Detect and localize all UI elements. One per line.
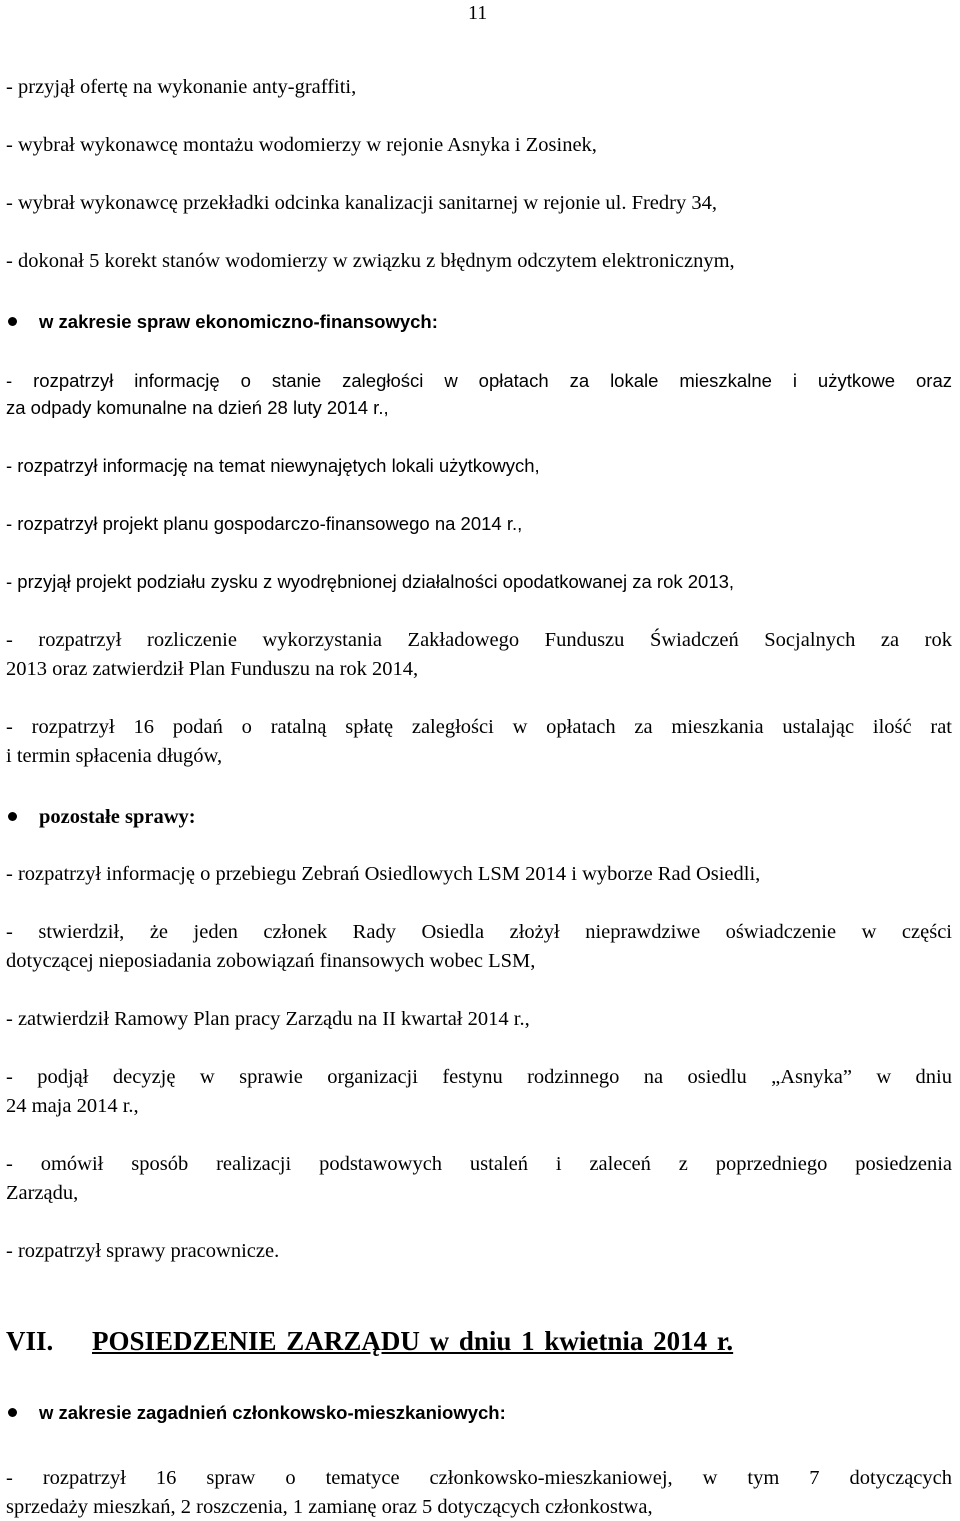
section-heading-other xyxy=(8,806,196,829)
bullet-icon xyxy=(8,317,17,326)
list-item: - dokonał 5 korekt stanów wodomierzy w związku z błędnym odczytem elektronicznym, xyxy=(6,250,735,272)
list-item: - wybrał wykonawcę montażu wodomierzy w rejonie Asnyka i Zosinek, xyxy=(6,134,597,156)
list-item-continuation: za odpady komunalne na dzień 28 luty 2014 r., xyxy=(6,397,389,418)
section-heading-members xyxy=(8,1402,506,1424)
bullet-icon xyxy=(8,812,17,821)
section-title: w zakresie spraw ekonomiczno-finansowych: xyxy=(39,311,438,332)
list-item: - rozpatrzył informację o stanie zaległości w opłatach za lokale mieszkalne i użytkowe oraz xyxy=(6,370,952,391)
heading-number: VII. xyxy=(6,1326,54,1356)
meeting-heading xyxy=(6,1326,733,1357)
list-item-continuation: dotyczącej nieposiadania zobowiązań finansowych wobec LSM, xyxy=(6,950,536,972)
list-item: - rozpatrzył informację na temat niewynajętych lokali użytkowych, xyxy=(6,455,540,476)
list-item-continuation: i termin spłacenia długów, xyxy=(6,745,223,767)
list-item-continuation: sprzedaży mieszkań, 2 roszczenia, 1 zamianę oraz 5 dotyczących członkostwa, xyxy=(6,1496,653,1518)
list-item-continuation: Zarządu, xyxy=(6,1182,79,1204)
list-item: - rozpatrzył projekt planu gospodarczo-finansowego na 2014 r., xyxy=(6,513,523,534)
list-item-continuation: 2013 oraz zatwierdził Plan Funduszu na rok 2014, xyxy=(6,658,419,680)
list-item: - omówił sposób realizacji podstawowych ustaleń i zaleceń z poprzedniego posiedzenia xyxy=(6,1153,952,1175)
heading-title: POSIEDZENIE ZARZĄDU w dniu 1 kwietnia 2014 r. xyxy=(92,1326,734,1356)
list-item: - zatwierdził Ramowy Plan pracy Zarządu na II kwartał 2014 r., xyxy=(6,1008,530,1030)
list-item: - przyjął ofertę na wykonanie anty-graffiti, xyxy=(6,76,357,98)
list-item: - podjął decyzję w sprawie organizacji festynu rodzinnego na osiedlu „Asnyka” w dniu xyxy=(6,1066,952,1088)
list-item: - rozpatrzył 16 podań o ratalną spłatę zaległości w opłatach za mieszkania ustalając ilość rat xyxy=(6,716,952,738)
list-item: - rozpatrzył sprawy pracownicze. xyxy=(6,1240,280,1262)
list-item: - stwierdził, że jeden członek Rady Osiedla złożył nieprawdziwe oświadczenie w części xyxy=(6,921,952,943)
section-title: w zakresie zagadnień członkowsko-mieszkaniowych: xyxy=(39,1402,506,1423)
page-number: 11 xyxy=(468,2,488,24)
list-item: - rozpatrzył rozliczenie wykorzystania Zakładowego Funduszu Świadczeń Socjalnych za rok xyxy=(6,629,952,651)
list-item: - wybrał wykonawcę przekładki odcinka kanalizacji sanitarnej w rejonie ul. Fredry 34, xyxy=(6,192,717,214)
bullet-icon xyxy=(8,1408,17,1417)
list-item-continuation: 24 maja 2014 r., xyxy=(6,1095,139,1117)
list-item: - przyjął projekt podziału zysku z wyodrębnionej działalności opodatkowanej za rok 2013, xyxy=(6,571,735,592)
list-item: - rozpatrzył informację o przebiegu Zebrań Osiedlowych LSM 2014 i wyborze Rad Osiedli, xyxy=(6,863,761,885)
section-heading-economic xyxy=(8,311,438,333)
list-item: - rozpatrzył 16 spraw o tematyce członkowsko-mieszkaniowej, w tym 7 dotyczących xyxy=(6,1467,952,1489)
section-title: pozostałe sprawy: xyxy=(39,806,196,828)
